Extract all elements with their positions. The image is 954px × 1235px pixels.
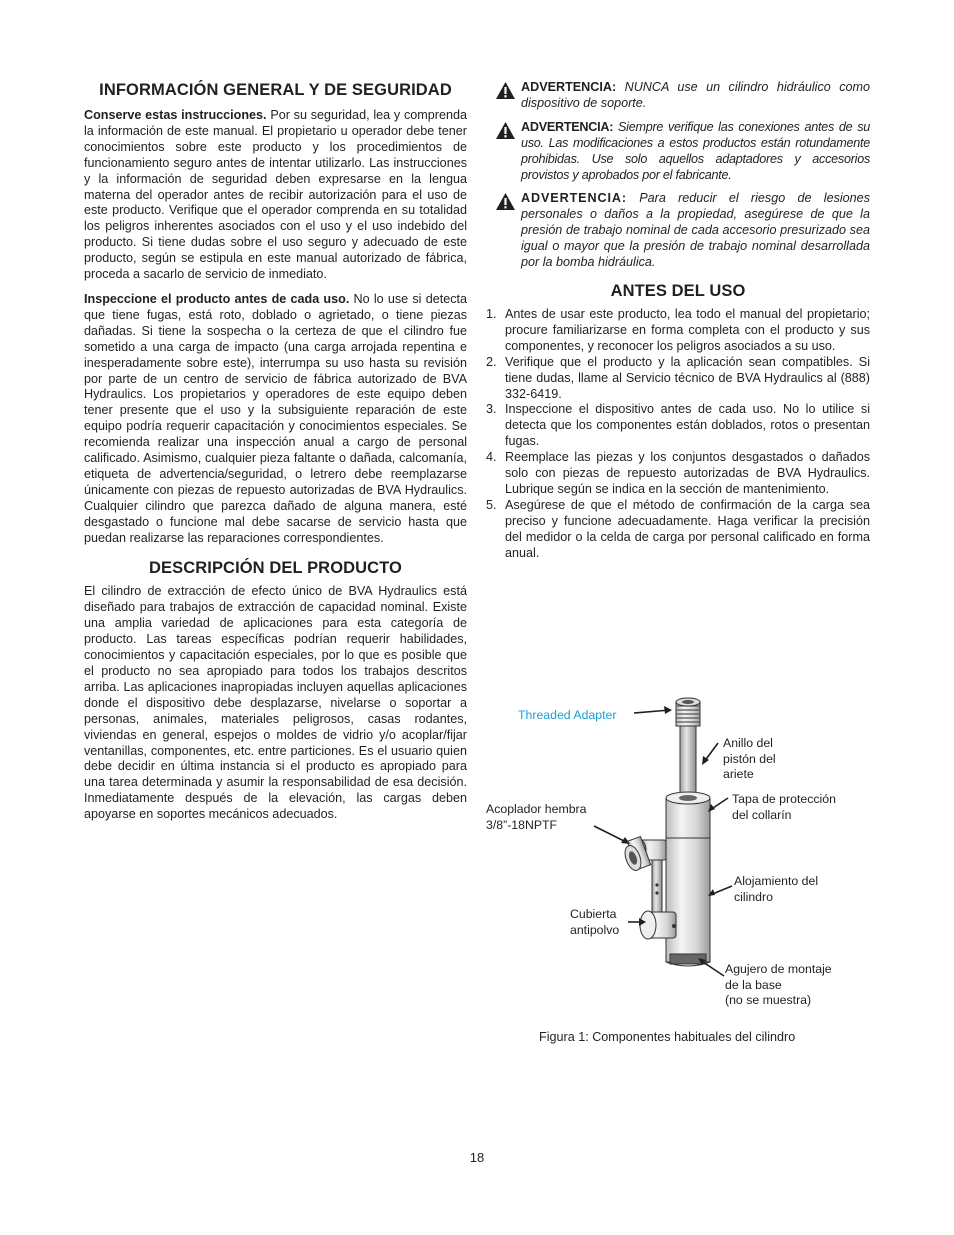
- list-item-number: 3.: [486, 402, 497, 417]
- label-piston-ring: [723, 736, 776, 783]
- warning-3: [486, 191, 870, 271]
- left-column: [84, 80, 467, 823]
- collar-cap-part: [666, 792, 710, 838]
- label-cylinder-housing: [734, 874, 818, 905]
- list-item-text: Reemplace las piezas y los conjuntos desgastados o dañados solo con piezas de repuesto autorizadas de BVA Hydraulics. Lubrique según se indica en la sección de mantenimiento.: [505, 450, 870, 496]
- warning-1-text: NUNCA use un cilindro hidráulico como dispositivo de soporte.: [521, 80, 870, 110]
- paragraph-inspect-product-text: No lo use si detecta que tiene fugas, está roto, doblado o agrietado, o tiene piezas dañadas. Si tiene la sospecha o la certeza de que el cilindro fue sometido a una carga de impacto (una carga arrojada repentina e inesperadamente sobre este), interrumpa su uso hasta su revisión por parte de un centro de servicio de fábrica autorizado de BVA Hydraulics. Los propietarios y operadores de este equipo deben tener presente que el uso y la subsiguiente reparación de este equipo podría requerir capacitación y conocimientos especiales. Se recomienda realizar una inspección anual a cargo de personal calificado. Asimismo, cualquier pieza faltante o dañada, calcomanía, etiqueta de advertencia/seguridad, o letrero debe reemplazarse únicamente con piezas de repuesto autorizadas de BVA Hydraulics. Cualquier cilindro que parezca dañado de alguna manera, esté desgastado o funcione mal debe sacarse de servicio hasta que puedan realizarse las reparaciones correspondientes.: [84, 291, 467, 545]
- label-dust-cap-line2: antipolvo: [570, 922, 620, 937]
- warning-2: [486, 120, 870, 184]
- heading-before-use: ANTES DEL USO: [610, 281, 746, 300]
- warning-triangle-icon: [495, 192, 516, 211]
- list-item: [486, 402, 870, 450]
- paragraph-keep-instructions-text: Por su seguridad, lea y comprenda la información de este manual. El propietario u operador debe tener conocimientos sobre este producto y los procedimientos de funcionamiento seguro antes de intentar utilizarlo. Las instrucciones y la información de seguridad deben expresarse en la lengua materna del operador antes de recibir autorización para el uso de este producto. Verifique que el operador comprenda en su totalidad los peligros inherentes asociados con el uso y el uso indebido del producto. Si tiene dudas sobre el uso seguro y adecuado de este producto, según se estipula en este manual autorizado de fábrica, proceda a sacarlo de servicio de inmediato.: [84, 108, 467, 282]
- label-dust-cap-line1: Cubierta: [570, 907, 617, 921]
- label-piston-ring-line2: pistón del: [723, 751, 776, 766]
- list-item-text: Asegúrese de que el método de confirmación de la carga sea preciso y funcione adecuadamente. Haga verificar la precisión del medidor o la celda de carga por personal calificado en forma anual.: [505, 497, 870, 560]
- warning-1-label: ADVERTENCIA:: [521, 80, 617, 94]
- paragraph-inspect-product-lead: Inspeccione el producto antes de cada uso.: [84, 291, 350, 306]
- list-item-text: Verifique que el producto y la aplicación sean compatibles. Si tiene dudas, llame al Servicio técnico de BVA Hydraulics al (888) 332-6419.: [505, 354, 870, 401]
- list-item-number: 5.: [486, 497, 497, 512]
- list-item-number: 1.: [486, 306, 497, 321]
- warning-2-label: ADVERTENCIA:: [521, 119, 614, 134]
- label-cylinder-housing-line1: Alojamiento del: [734, 874, 819, 888]
- label-piston-ring-line3: ariete: [723, 767, 754, 781]
- label-threaded-adapter: Threaded Adapter: [518, 708, 617, 722]
- label-base-mount-hole-line3: (no se muestra): [725, 993, 812, 1007]
- warning-triangle-icon: [495, 81, 516, 100]
- right-column: [486, 80, 870, 561]
- label-base-mount-hole-line2: de la base: [725, 977, 782, 992]
- warning-3-label: ADVERTENCIA:: [521, 191, 627, 206]
- label-base-mount-hole: [725, 962, 832, 1009]
- cylinder-housing-part: [666, 838, 710, 962]
- list-item-text: Inspeccione el dispositivo antes de cada uso. No lo utilice si detecta que los componentes están doblados, rotos o presentan fugas.: [505, 402, 870, 449]
- paragraph-inspect-product: [84, 292, 467, 547]
- warning-1: [486, 80, 870, 112]
- label-collar-cap: [732, 792, 836, 823]
- warning-2-text: Siempre verifique las conexiones antes de su uso. Las modificaciones a estos productos están rotundamente prohibidas. Use solo aquellos adaptadores y accesorios provistos y aprobados por el fabricante.: [521, 119, 870, 182]
- label-female-coupler: [486, 802, 586, 833]
- list-item: [486, 307, 870, 355]
- threaded-adapter-part: [676, 698, 700, 726]
- paragraph-keep-instructions: [84, 108, 467, 283]
- list-item-number: 4.: [486, 450, 497, 465]
- before-use-list: [486, 307, 870, 562]
- list-item: [486, 355, 870, 403]
- label-collar-cap-line2: del collarín: [732, 807, 792, 822]
- heading-general-safety: INFORMACIÓN GENERAL Y DE SEGURIDAD: [99, 81, 452, 99]
- warning-triangle-icon: [495, 121, 516, 140]
- label-female-coupler-line1: Acoplador hembra: [486, 802, 587, 816]
- figure-caption: Figura 1: Componentes habituales del cilindro: [539, 1030, 796, 1044]
- label-female-coupler-line2: 3/8”-18NPTF: [486, 817, 558, 832]
- page-number: 18: [469, 1150, 485, 1165]
- label-dust-cap: [570, 907, 619, 938]
- label-base-mount-hole-line1: Agujero de montaje: [725, 962, 832, 976]
- label-cylinder-housing-line2: cilindro: [734, 889, 773, 904]
- paragraph-keep-instructions-lead: Conserve estas instrucciones.: [84, 108, 267, 122]
- piston-rod-part: [680, 726, 696, 800]
- label-collar-cap-line1: Tapa de protección: [732, 792, 836, 806]
- dust-cap-part: [640, 911, 676, 939]
- label-piston-ring-line1: Anillo del: [723, 736, 773, 750]
- warning-3-text: Para reducir el riesgo de lesiones personales o daños a la propiedad, asegúrese de que la presión de trabajo nominal de cada accesorio presurizado sea igual o mayor que la presión de trabajo nominal desarrollada por la bomba hidráulica.: [521, 191, 870, 270]
- cylinder-figure: [470, 690, 890, 1050]
- list-item-text: Antes de usar este producto, lea todo el manual del propietario; procure familiarizarse en forma completa con el producto y sus componentes, y reconocer los peligros asociados a su uso.: [505, 306, 870, 353]
- heading-product-description: DESCRIPCIÓN DEL PRODUCTO: [149, 559, 402, 578]
- list-item: [486, 498, 870, 562]
- list-item: [486, 450, 870, 498]
- list-item-number: 2.: [486, 354, 497, 369]
- paragraph-product-description: El cilindro de extracción de efecto único de BVA Hydraulics está diseñado para trabajos de extracción de capacidad nominal. Existe una amplia variedad de aplicaciones para esta categoría de producto. Las tareas específicas podrían requerir habilidades, conocimientos y capacitación especiales, por lo que es posible que el producto no sea apropiado para todos los trabajos descritos arriba. Las aplicaciones inapropiadas incluyen aquellas aplicaciones donde el dispositivo debe desplazarse, nivelarse o soportar a personas, animales, materiales peligrosos, casas rodantes, viviendas en general, espejos o moldes de vidrio y/o acoplar/fijar ventanillas, componentes, etc. entre particiones. Es el usuario quien debe decidir en última instancia si el producto es apropiado para una tarea determinada y asumir la responsabilidad de esa decisión. Inmediatamente después de la elevación, las cargas deben apoyarse en soportes mecánicos adecuados.: [84, 584, 467, 822]
